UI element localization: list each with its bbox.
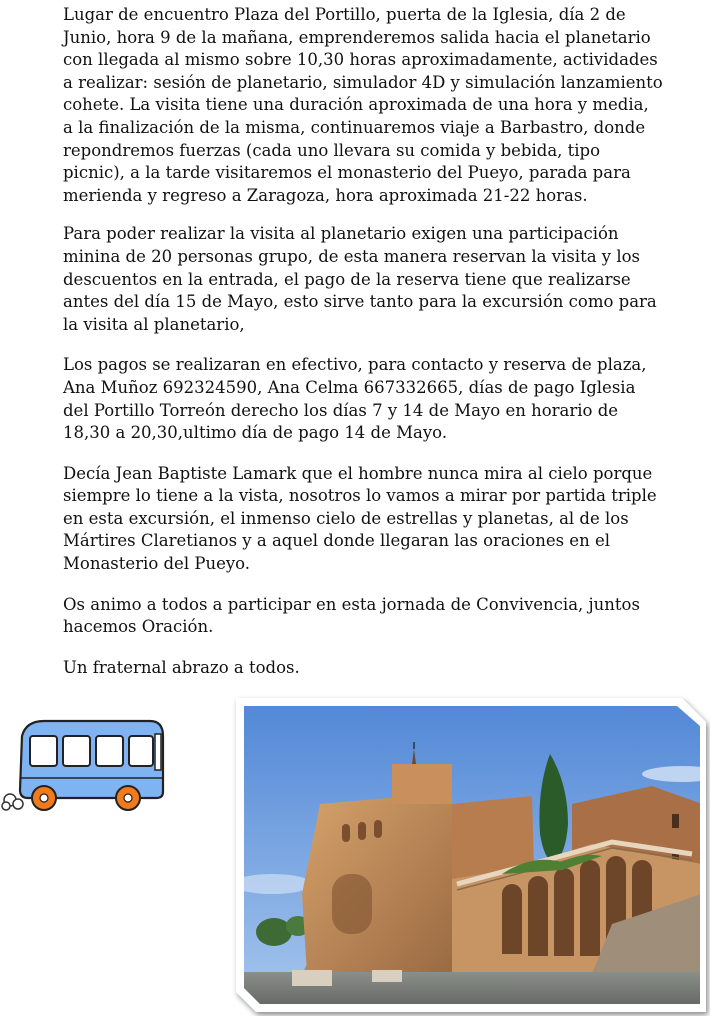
bus-clipart-icon — [0, 716, 170, 816]
paragraph-closing: Un fraternal abrazo a todos. — [63, 657, 300, 677]
paragraph-payments: Los pagos se realizaran en efectivo, para contacto y reserva de plaza, Ana Muñoz 692324590, Ana Celma 667332665, días de pago Iglesia del Portillo Torreón derecho los días 7 y 14 de Mayo en horario de 18,30 a 20,30,ultimo día de pago 14 de Mayo. — [63, 355, 647, 443]
paragraph-itinerary: Lugar de encuentro Plaza del Portillo, puerta de la Iglesia, día 2 de Junio, hora 9 de la mañana, emprenderemos salida hacia el planetario con llegada al mismo sobre 10,30 horas aproximadamente, actividades a realizar: sesión de planetario, simulador 4D y simulación lanzamiento cohete. La visita tiene una duración aproximada de una hora y media, a la finalización de la misma, continuaremos viaje a Barbastro, donde repondremos fuerzas (cada uno llevara su comida y bebida, tipo picnic), a la tarde visitaremos el monasterio del Pueyo, parada para merienda y regreso a Zaragoza, hora aproximada 21-22 horas. — [63, 5, 663, 205]
paragraph-planetarium-booking: Para poder realizar la visita al planetario exigen una participación minina de 20 personas grupo, de esta manera reservan la visita y los descuentos en la entrada, el pago de la reserva tiene que realizarse antes del día 15 de Mayo, esto sirve tanto para la excursión como para la visita al planetario, — [63, 224, 657, 334]
paragraph-quote: Decía Jean Baptiste Lamark que el hombre nunca mira al cielo porque siempre lo tiene a la vista, nosotros lo vamos a mirar por partida triple en esta excursión, el inmenso cielo de estrellas y planetas, al de los Mártires Claretianos y a aquel donde llegaran las oraciones en el Monasterio del Pueyo. — [63, 463, 657, 574]
monastery-photo — [232, 694, 710, 1016]
letter-body — [63, 4, 663, 697]
paragraph-invitation: Os animo a todos a participar en esta jornada de Convivencia, juntos hacemos Oración. — [63, 594, 640, 637]
